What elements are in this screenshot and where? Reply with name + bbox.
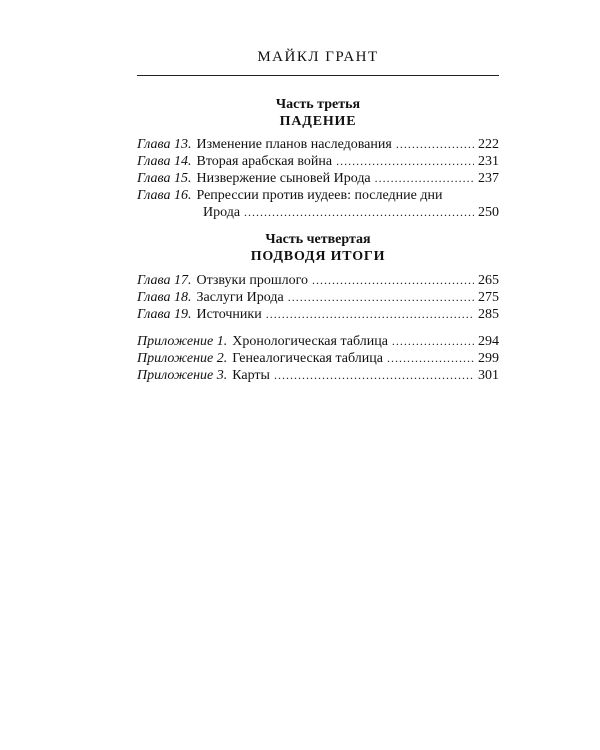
dot-leader [244, 204, 474, 221]
toc-entry [137, 289, 499, 306]
chapter-title: Заслуги Ирода [196, 290, 284, 305]
toc-entry-continuation [137, 204, 499, 221]
page-number: 250 [478, 205, 499, 220]
page-number: 275 [478, 290, 499, 305]
dot-leader [312, 272, 474, 289]
toc-part-four [137, 272, 499, 323]
toc-entry [137, 367, 499, 384]
appendix-title: Хронологическая таблица [232, 334, 388, 349]
page-number: 265 [478, 273, 499, 288]
chapter-title: Источники [196, 307, 262, 322]
dot-leader [392, 333, 474, 350]
toc-entry [137, 350, 499, 367]
toc-part-three [137, 136, 499, 221]
chapter-title: Низвержение сыновей Ирода [196, 171, 371, 186]
appendix-title: Генеалогическая таблица [232, 351, 383, 366]
dot-leader [396, 136, 474, 153]
part-heading: Часть третья [275, 97, 361, 112]
toc-entry [137, 272, 499, 289]
page-number: 237 [478, 171, 499, 186]
dot-leader [266, 306, 474, 323]
chapter-title-continuation: Ирода [203, 205, 241, 220]
chapter-title: Отзвуки прошлого [196, 273, 308, 288]
page-number: 231 [478, 154, 499, 169]
part-three-title [137, 96, 499, 130]
toc-entry [137, 306, 499, 323]
page-number: 285 [478, 307, 499, 322]
toc-appendices [137, 333, 499, 384]
dot-leader [274, 367, 474, 384]
appendix-title: Карты [232, 368, 270, 383]
page-number: 222 [478, 137, 499, 152]
toc-entry [137, 333, 499, 350]
part-name: ПОДВОДЯ ИТОГИ [250, 249, 386, 264]
chapter-label: Глава 15. [137, 171, 192, 186]
toc-entry [137, 170, 499, 187]
chapter-title: Репрессии против иудеев: последние дни [196, 188, 443, 203]
chapter-label: Глава 14. [137, 154, 192, 169]
page-number: 299 [478, 351, 499, 366]
part-four-title [137, 231, 499, 265]
page-number: 294 [478, 334, 499, 349]
appendix-label: Приложение 3. [137, 368, 228, 383]
dot-leader [387, 350, 474, 367]
toc-entry [137, 136, 499, 153]
chapter-label: Глава 13. [137, 137, 192, 152]
part-heading: Часть четвертая [265, 232, 371, 247]
part-name: ПАДЕНИЕ [279, 114, 357, 129]
toc-entry [137, 187, 499, 204]
chapter-label: Глава 16. [137, 188, 192, 203]
running-head: МАЙКЛ ГРАНТ [257, 49, 379, 65]
chapter-label: Глава 19. [137, 307, 192, 322]
appendix-label: Приложение 1. [137, 334, 228, 349]
chapter-title: Вторая арабская война [196, 154, 333, 169]
chapter-label: Глава 17. [137, 273, 192, 288]
toc-entry [137, 153, 499, 170]
dot-leader [336, 153, 474, 170]
chapter-label: Глава 18. [137, 290, 192, 305]
dot-leader [375, 170, 474, 187]
chapter-title: Изменение планов наследования [196, 137, 392, 152]
dot-leader [288, 289, 474, 306]
appendix-label: Приложение 2. [137, 351, 228, 366]
header-rule [137, 75, 499, 76]
page-number: 301 [478, 368, 499, 383]
